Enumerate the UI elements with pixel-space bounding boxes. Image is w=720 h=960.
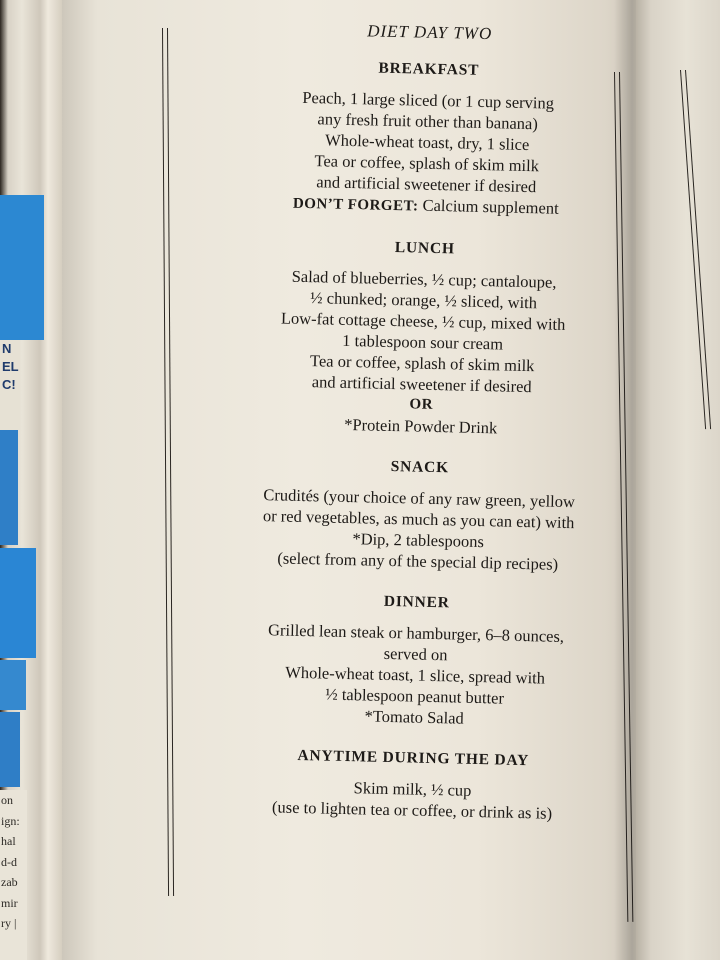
left-fragment: mir: [1, 895, 18, 910]
menu-line: any fresh fruit other than banana): [317, 109, 539, 134]
menu-line: or red vegetables, as much as you can eat) with: [262, 506, 575, 533]
blue-page-tab: [0, 430, 18, 545]
left-fragment: on: [1, 793, 13, 807]
section-heading: ANYTIME DURING THE DAY: [297, 746, 530, 770]
menu-line: Skim milk, ½ cup: [353, 778, 472, 800]
left-page-text-fragments: [0, 790, 27, 960]
section-heading: SNACK: [390, 457, 450, 477]
blue-page-tab: [0, 548, 36, 658]
right-page-rule: [685, 70, 711, 429]
left-fragment: d-d: [1, 854, 17, 869]
menu-line: Salad of blueberries, ½ cup; cantaloupe,: [291, 266, 557, 292]
menu-line: Tea or coffee, splash of skim milk: [309, 351, 535, 376]
blue-page-tab: [0, 660, 26, 710]
menu-line: Tea or coffee, splash of skim milk: [314, 151, 540, 176]
menu-line: ½ chunked; orange, ½ sliced, with: [310, 288, 538, 313]
left-fragment: ry |: [1, 916, 17, 930]
right-page: [636, 0, 720, 960]
menu-line: 1 tablespoon sour cream: [342, 330, 504, 354]
section-snack: [208, 454, 630, 576]
left-page-fragment-block: [0, 340, 20, 430]
menu-line: and artificial sweetener if desired: [311, 372, 532, 397]
menu-line: Peach, 1 large sliced (or 1 cup serving: [302, 87, 555, 113]
or-separator: OR: [409, 396, 434, 413]
left-fragment: ign:: [1, 813, 20, 828]
blue-page-tab: [0, 195, 44, 340]
blue-page-tab: [0, 712, 20, 787]
section-anytime: [202, 745, 624, 826]
menu-line: (select from any of the special dip recipes): [277, 548, 559, 574]
menu-line: Crudités (your choice of any raw green, yellow: [263, 485, 576, 512]
reminder-text: Calcium supplement: [418, 195, 559, 218]
page-content: [201, 18, 639, 847]
menu-line: Low-fat cottage cheese, ½ cup, mixed with: [280, 308, 566, 334]
section-heading: BREAKFAST: [378, 59, 480, 79]
reminder-label: DON’T FORGET:: [292, 195, 419, 215]
menu-line: Grilled lean steak or hamburger, 6–8 ounces,: [267, 620, 565, 646]
menu-line: (use to lighten tea or coffee, or drink as is): [271, 797, 553, 823]
page-title: DIET DAY TWO: [366, 21, 493, 44]
section-dinner: [204, 589, 627, 732]
left-mini-line: N: [2, 341, 12, 356]
menu-line: Whole-wheat toast, 1 slice, spread with: [285, 662, 546, 688]
menu-line: *Dip, 2 tablespoons: [352, 529, 485, 552]
left-fragment: hal: [1, 834, 16, 848]
menu-line: *Tomato Salad: [364, 706, 464, 728]
menu-line: Whole-wheat toast, dry, 1 slice: [324, 130, 530, 155]
section-heading: DINNER: [383, 592, 450, 612]
left-mini-line: C!: [2, 377, 16, 392]
left-mini-line: EL: [2, 359, 19, 374]
menu-line: ½ tablespoon peanut butter: [325, 684, 505, 708]
menu-line: and artificial sweetener if desired: [316, 172, 537, 197]
section-lunch: [211, 235, 635, 441]
right-page-rule: [680, 70, 706, 429]
section-heading: LUNCH: [394, 239, 455, 258]
left-fragment: zab: [1, 875, 18, 889]
menu-line: *Protein Powder Drink: [344, 414, 498, 438]
section-breakfast: [216, 56, 639, 222]
menu-line: served on: [383, 643, 448, 665]
